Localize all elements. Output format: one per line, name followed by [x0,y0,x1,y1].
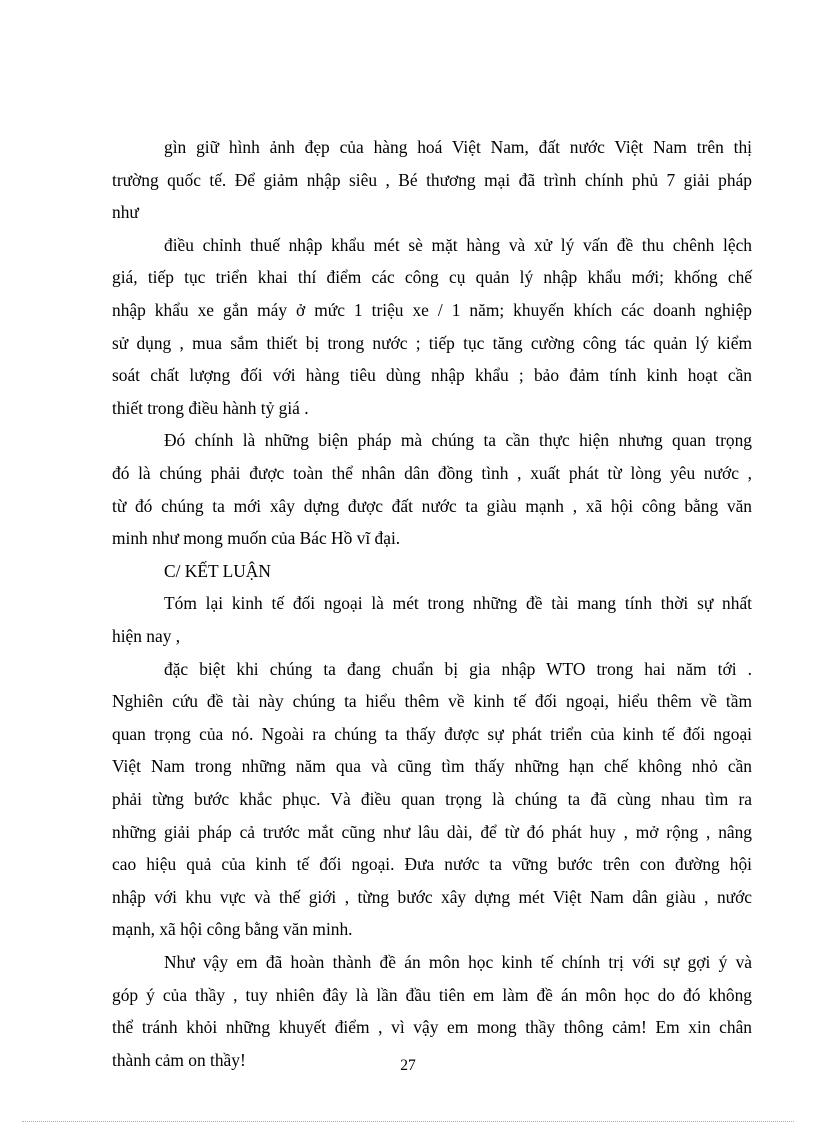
paragraph-line: hiện nay , [112,626,181,646]
paragraph-line: từ đó chúng ta mới xây dựng được đất nước ta giàu mạnh , xã hội công bằng văn [112,495,752,516]
paragraph-first-line: đặc biệt khi chúng ta đang chuẩn bị gia nhập WTO trong hai năm tới . [164,658,752,679]
paragraph-line: minh như mong muốn của Bác Hồ vĩ đại. [112,528,401,549]
page-number: 27 [400,1057,416,1074]
paragraph-line: nhập khẩu xe gắn máy ở mức 1 triệu xe / 1 năm; khuyến khích các doanh nghiệp [112,300,752,320]
paragraph-line: góp ý của thầy , tuy nhiên đây là lần đầu tiên em làm đề án môn học do đó không [112,984,752,1005]
paragraph-line: thành cảm on thầy! [112,1049,246,1070]
paragraph-first-line: Tóm lại kinh tế đối ngoại là mét trong những đề tài mang tính thời sự nhất [164,593,752,614]
paragraph-line: thể tránh khỏi những khuyết điểm , vì vậy em mong thầy thông cảm! Em xin chân [112,1017,752,1038]
paragraph-line: Việt Nam trong những năm qua và cũng tìm thấy những hạn chế không nhỏ cần [112,756,752,777]
paragraph-line: mạnh, xã hội công bằng văn minh. [112,919,353,940]
paragraph-line: trường quốc tế. Để giảm nhập siêu , Bé thương mại đã trình chính phủ 7 giải pháp [112,169,752,190]
paragraph-line: nhập với khu vực và thế giới , từng bước xây dựng mét Việt Nam dân giàu , nước [112,886,752,907]
page-bottom-rule [22,1121,794,1122]
paragraph-line: thiết trong điều hành tỷ giá . [112,397,309,418]
paragraph-line: đó là chúng phải được toàn thể nhân dân đồng tình , xuất phát từ lòng yêu nước , [112,463,752,483]
paragraph-first-line: điều chỉnh thuế nhập khẩu mét sè mặt hàng và xử lý vấn đề thu chênh lệch [164,234,752,255]
paragraph-line: như [112,202,139,223]
paragraph-first-line: C/ KẾT LUẬN [164,560,271,581]
paragraph-line: cao hiệu quả của kinh tế đối ngoại. Đưa nước ta vững bước trên con đường hội [112,854,752,875]
paragraph-line: sử dụng , mua sắm thiết bị trong nước ; tiếp tục tăng cường công tác quản lý kiểm [112,332,752,353]
paragraph-line: soát chất lượng đối với hàng tiêu dùng nhập khẩu ; bảo đảm tính kinh hoạt cần [112,365,752,386]
paragraph-line: giá, tiếp tục triển khai thí điểm các công cụ quản lý nhập khẩu mới; khống chế [112,267,752,288]
paragraph-first-line: Như vậy em đã hoàn thành đề án môn học kinh tế chính trị với sự gợi ý và [164,952,752,972]
paragraph-line: phải từng bước khắc phục. Và điều quan trọng là chúng ta đã cùng nhau tìm ra [112,789,752,809]
paragraph-first-line: Đó chính là những biện pháp mà chúng ta cần thực hiện nhưng quan trọng [164,430,752,451]
paragraph-line: quan trọng của nó. Ngoài ra chúng ta thấy được sự phát triển của kinh tế đối ngoại [112,723,752,744]
paragraph-line: những giải pháp cả trước mắt cũng như lâu dài, để từ đó phát huy , mở rộng , nâng [112,821,752,842]
paragraph-first-line: gìn giữ hình ảnh đẹp của hàng hoá Việt Nam, đất nước Việt Nam trên thị [164,137,752,157]
paragraph-line: Nghiên cứu đề tài này chúng ta hiểu thêm về kinh tế đối ngoại, hiểu thêm về tầm [112,691,752,712]
